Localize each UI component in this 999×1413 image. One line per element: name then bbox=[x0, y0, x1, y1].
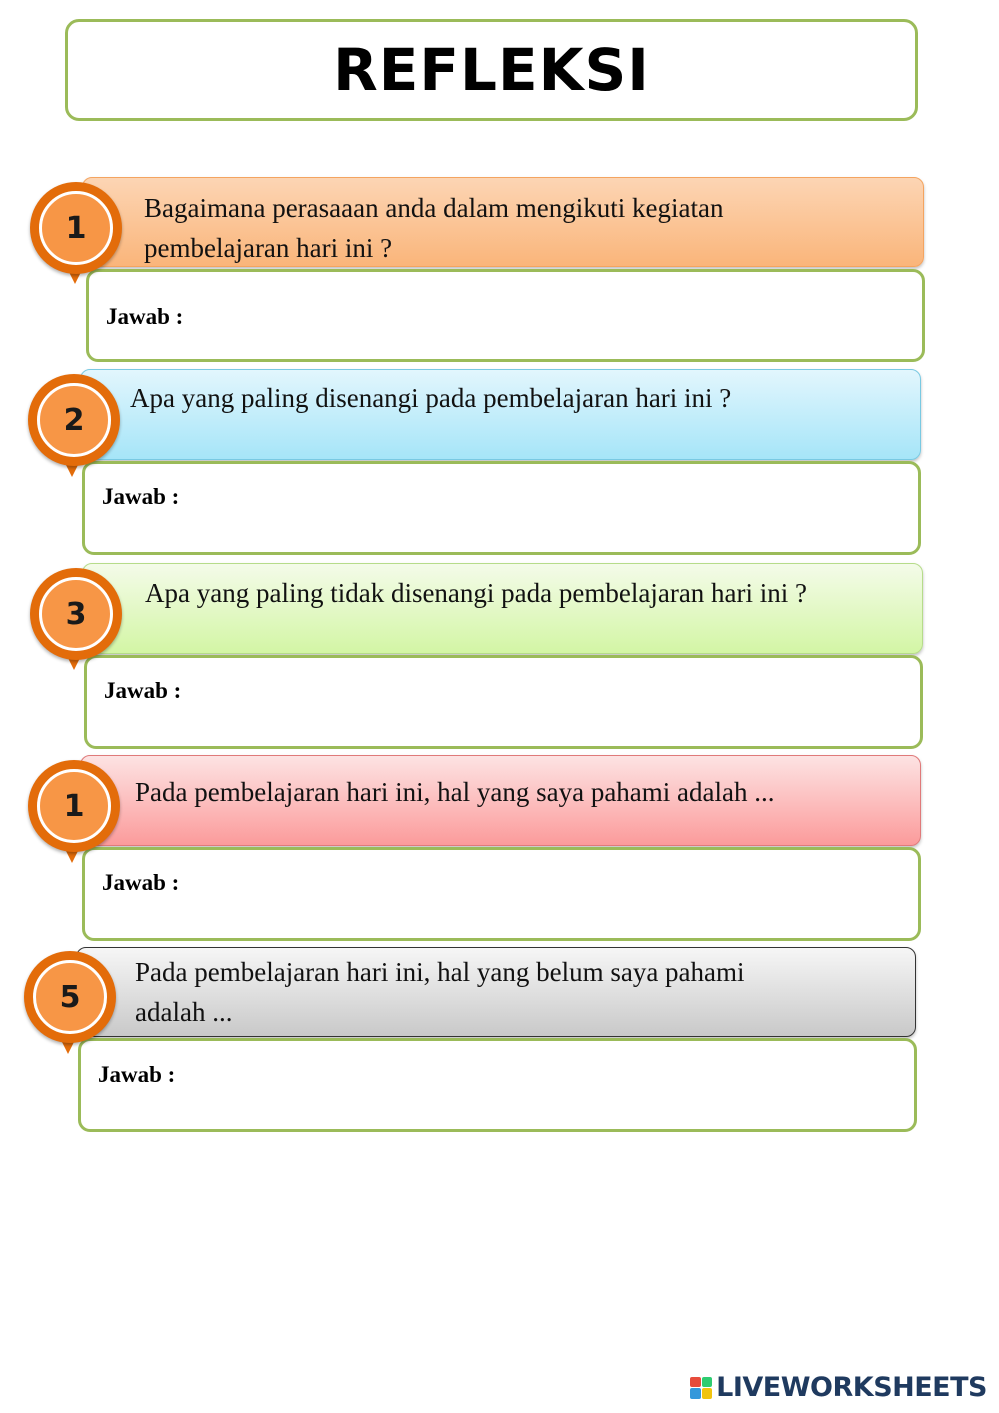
question-text-5 bbox=[135, 952, 745, 1032]
answer-box-4[interactable] bbox=[82, 847, 921, 941]
badge-number: 1 bbox=[37, 769, 111, 843]
number-badge-5 bbox=[24, 951, 116, 1043]
logo-text: LIVEWORKSHEETS bbox=[716, 1372, 987, 1403]
answer-label-4: Jawab : bbox=[102, 870, 180, 895]
question-line: adalah ... bbox=[135, 997, 233, 1027]
number-badge-4 bbox=[28, 760, 120, 852]
question-line: Pada pembelajaran hari ini, hal yang belum saya pahami bbox=[135, 957, 745, 987]
question-text-3 bbox=[145, 573, 807, 613]
question-line: Apa yang paling tidak disenangi pada pembelajaran hari ini ? bbox=[145, 578, 808, 608]
number-badge-3 bbox=[30, 568, 122, 660]
logo-square bbox=[690, 1377, 701, 1388]
answer-label-5: Jawab : bbox=[98, 1062, 176, 1087]
question-text-4 bbox=[135, 772, 775, 812]
question-text-1 bbox=[144, 188, 724, 268]
badge-number: 2 bbox=[37, 383, 111, 457]
badge-number: 5 bbox=[33, 960, 107, 1034]
badge-number: 3 bbox=[39, 577, 113, 651]
question-text-2 bbox=[130, 378, 731, 418]
answer-label-3: Jawab : bbox=[104, 678, 182, 703]
badge-number: 1 bbox=[39, 191, 113, 265]
question-line: Pada pembelajaran hari ini, hal yang saya pahami adalah ... bbox=[135, 777, 775, 807]
question-line: Bagaimana perasaaan anda dalam mengikuti kegiatan bbox=[144, 193, 724, 223]
question-line: Apa yang paling disenangi pada pembelajaran hari ini ? bbox=[130, 383, 732, 413]
liveworksheets-logo bbox=[690, 1372, 987, 1403]
answer-box-2[interactable] bbox=[82, 461, 921, 555]
answer-box-5[interactable] bbox=[78, 1038, 917, 1132]
question-line: pembelajaran hari ini ? bbox=[144, 233, 393, 263]
logo-square bbox=[690, 1388, 701, 1399]
title-box bbox=[65, 19, 918, 121]
answer-box-1[interactable] bbox=[86, 269, 925, 362]
number-badge-1 bbox=[30, 182, 122, 274]
page-title: REFLEKSI bbox=[333, 36, 650, 104]
answer-label-2: Jawab : bbox=[102, 484, 180, 509]
number-badge-2 bbox=[28, 374, 120, 466]
answer-box-3[interactable] bbox=[84, 655, 923, 749]
logo-mark-icon bbox=[690, 1377, 712, 1399]
logo-square bbox=[702, 1377, 713, 1388]
answer-label-1: Jawab : bbox=[106, 304, 184, 329]
logo-square bbox=[702, 1388, 713, 1399]
